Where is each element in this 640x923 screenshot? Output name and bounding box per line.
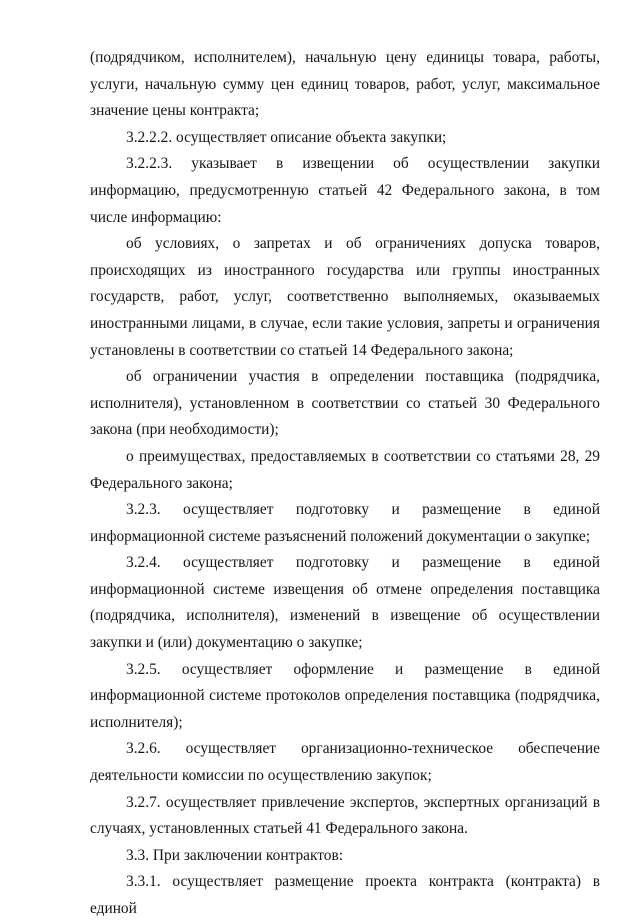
document-body (90, 45, 600, 923)
paragraph-3-3: 3.3. При заключении контрактов: (126, 846, 344, 864)
paragraph-3-2-2-3: 3.2.2.3. указывает в извещении об осуществлении закупки информацию, предусмотренную статьей 42 Федерального закона, в том числе информацию: (90, 155, 600, 226)
paragraph-3-2-3: 3.2.3. осуществляет подготовку и размещение в единой информационной системе разъяснений положений документации о закупке; (90, 501, 600, 545)
paragraph-conditions-restrictions: об условиях, о запретах и об ограничениях допуска товаров, происходящих из иностранного государства или группы иностранных государств, работ, услуг, соответственно выполняемых, оказываемых иностранными лицами, в случае, если такие условия, запреты и ограничения установлены в соответствии со статьей 14 Федерального закона; (90, 235, 600, 359)
paragraph-3-2-6: 3.2.6. осуществляет организационно-техническое обеспечение деятельности комиссии по осуществлению закупок; (90, 740, 600, 785)
paragraph-3-2-5: 3.2.5. осуществляет оформление и размещение в единой информационной системе протоколов определения поставщика (подрядчика, исполнителя); (90, 660, 600, 731)
paragraph-advantages: о преимуществах, предоставляемых в соответствии со статьями 28, 29 Федерального закона; (90, 447, 600, 492)
paragraph-participation-limit: об ограничении участия в определении поставщика (подрядчика, исполнителя), установленном в соответствии со статьей 30 Федерального закона (при необходимости); (90, 368, 600, 439)
paragraph-3-3-1: 3.3.1. осуществляет размещение проекта контракта (контракта) в единой (90, 873, 600, 917)
paragraph-3-2-7: 3.2.7. осуществляет привлечение экспертов, экспертных организаций в случаях, установленных статьей 41 Федерального закона. (90, 793, 600, 838)
paragraph-3-2-2-2: 3.2.2.2. осуществляет описание объекта закупки; (126, 128, 447, 146)
paragraph-3-2-4: 3.2.4. осуществляет подготовку и размещение в единой информационной системе извещения об отмене определения поставщика (подрядчика, исполнителя), изменений в извещение об осуществлении закупки и (или) документацию о закупке; (90, 554, 600, 652)
paragraph-continuation: (подрядчиком, исполнителем), начальную цену единицы товара, работы, услуги, начальную сумму цен единиц товаров, работ, услуг, максимальное значение цены контракта; (90, 49, 600, 120)
